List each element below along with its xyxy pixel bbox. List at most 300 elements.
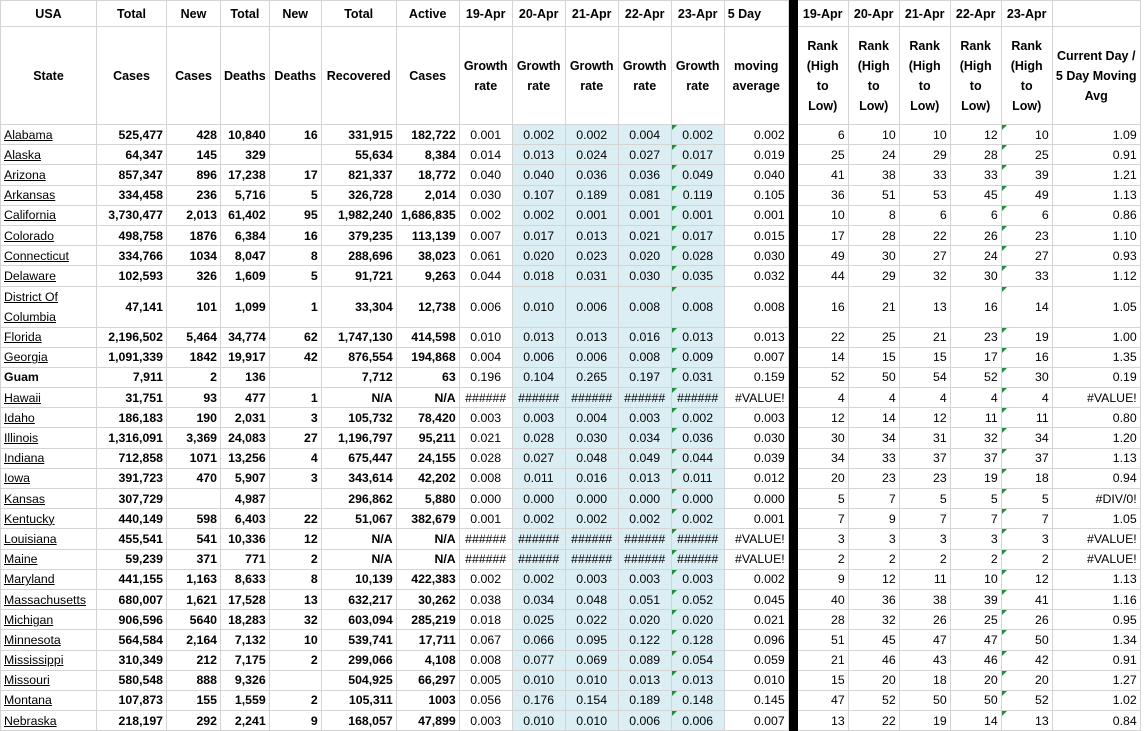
stat-cell[interactable]: 331,915 [321,125,396,145]
moving-average-cell[interactable]: 0.096 [724,630,788,650]
state-name-cell[interactable]: District Of Columbia [1,286,97,327]
growth-rate-cell[interactable]: 0.004 [459,347,512,367]
stat-cell[interactable]: 3,369 [167,428,221,448]
rank-cell[interactable]: 26 [1001,610,1052,630]
stat-cell[interactable]: 17 [269,165,321,185]
growth-rate-cell[interactable]: 0.002 [671,509,724,529]
rank-cell[interactable]: 7 [1001,509,1052,529]
stat-cell[interactable]: 2 [167,367,221,387]
stat-cell[interactable]: 10,336 [221,529,270,549]
state-name-cell[interactable]: Nebraska [1,711,97,731]
rank-cell[interactable]: 11 [899,569,950,589]
stat-cell[interactable]: 7,175 [221,650,270,670]
growth-rate-cell[interactable]: 0.000 [459,489,512,509]
rank-cell[interactable]: 3 [848,529,899,549]
growth-rate-cell[interactable]: 0.025 [512,610,565,630]
growth-rate-cell[interactable]: 0.017 [512,225,565,245]
header-cell[interactable]: Active [396,1,459,27]
growth-rate-cell[interactable]: 0.006 [671,711,724,731]
growth-rate-cell[interactable]: 0.009 [671,347,724,367]
stat-cell[interactable]: 9,326 [221,670,270,690]
rank-cell[interactable]: 6 [797,125,848,145]
rank-cell[interactable]: 33 [899,165,950,185]
header-cell[interactable]: 19-Apr [797,1,848,27]
stat-cell[interactable]: 17,711 [396,630,459,650]
rank-cell[interactable]: 4 [797,388,848,408]
rank-cell[interactable]: 9 [848,509,899,529]
rank-cell[interactable]: 2 [950,549,1001,569]
rank-cell[interactable]: 51 [848,185,899,205]
growth-rate-cell[interactable]: 0.020 [512,246,565,266]
stat-cell[interactable]: 632,217 [321,589,396,609]
stat-cell[interactable]: 888 [167,670,221,690]
ratio-cell[interactable]: 0.86 [1052,205,1140,225]
rank-cell[interactable]: 11 [950,408,1001,428]
moving-average-cell[interactable]: 0.030 [724,428,788,448]
header-cell[interactable]: New [167,1,221,27]
rank-cell[interactable]: 18 [899,670,950,690]
stat-cell[interactable]: 876,554 [321,347,396,367]
stat-cell[interactable]: 13 [269,589,321,609]
stat-cell[interactable]: 7,911 [97,367,167,387]
growth-rate-cell[interactable]: ###### [459,529,512,549]
stat-cell[interactable]: 896 [167,165,221,185]
growth-rate-cell[interactable]: 0.197 [618,367,671,387]
growth-rate-cell[interactable]: 0.002 [512,509,565,529]
stat-cell[interactable]: 10,840 [221,125,270,145]
growth-rate-cell[interactable]: 0.122 [618,630,671,650]
growth-rate-cell[interactable]: 0.104 [512,367,565,387]
stat-cell[interactable]: 379,235 [321,225,396,245]
rank-cell[interactable]: 30 [797,428,848,448]
growth-rate-cell[interactable]: ###### [671,529,724,549]
state-name-cell[interactable]: Maine [1,549,97,569]
growth-rate-cell[interactable]: 0.008 [459,650,512,670]
growth-rate-cell[interactable]: 0.002 [459,205,512,225]
rank-cell[interactable]: 26 [950,225,1001,245]
moving-average-cell[interactable]: 0.019 [724,145,788,165]
growth-rate-cell[interactable]: 0.049 [671,165,724,185]
moving-average-cell[interactable]: 0.013 [724,327,788,347]
header-cell[interactable] [1052,1,1140,27]
stat-cell[interactable]: 66,297 [396,670,459,690]
moving-average-cell[interactable]: 0.105 [724,185,788,205]
stat-cell[interactable]: 821,337 [321,165,396,185]
rank-cell[interactable]: 31 [899,428,950,448]
growth-rate-cell[interactable]: 0.013 [512,145,565,165]
rank-cell[interactable]: 19 [1001,327,1052,347]
growth-rate-cell[interactable]: 0.044 [459,266,512,286]
stat-cell[interactable]: 292 [167,711,221,731]
stat-cell[interactable]: 18,283 [221,610,270,630]
growth-rate-cell[interactable]: 0.030 [565,428,618,448]
rank-cell[interactable]: 15 [899,347,950,367]
rank-cell[interactable]: 7 [848,489,899,509]
moving-average-cell[interactable]: 0.001 [724,205,788,225]
stat-cell[interactable]: 186,183 [97,408,167,428]
stat-cell[interactable]: N/A [396,388,459,408]
column-header[interactable]: State [1,27,97,125]
stat-cell[interactable]: 680,007 [97,589,167,609]
stat-cell[interactable]: 8 [269,246,321,266]
stat-cell[interactable]: 675,447 [321,448,396,468]
column-header[interactable]: Deaths [221,27,270,125]
ratio-cell[interactable]: 1.27 [1052,670,1140,690]
growth-rate-cell[interactable]: 0.021 [459,428,512,448]
stat-cell[interactable]: 47,899 [396,711,459,731]
growth-rate-cell[interactable]: 0.011 [671,468,724,488]
stat-cell[interactable]: 30,262 [396,589,459,609]
state-name-cell[interactable]: Florida [1,327,97,347]
stat-cell[interactable]: 414,598 [396,327,459,347]
ratio-cell[interactable]: 1.02 [1052,690,1140,710]
stat-cell[interactable]: 2,013 [167,205,221,225]
stat-cell[interactable]: 5,880 [396,489,459,509]
rank-cell[interactable]: 30 [950,266,1001,286]
growth-rate-cell[interactable]: 0.004 [618,125,671,145]
state-name-cell[interactable]: Indiana [1,448,97,468]
growth-rate-cell[interactable]: ###### [459,549,512,569]
ratio-cell[interactable]: 1.13 [1052,448,1140,468]
ratio-cell[interactable]: 1.21 [1052,165,1140,185]
stat-cell[interactable]: 598 [167,509,221,529]
moving-average-cell[interactable]: 0.015 [724,225,788,245]
stat-cell[interactable]: 59,239 [97,549,167,569]
stat-cell[interactable]: 422,383 [396,569,459,589]
growth-rate-cell[interactable]: 0.030 [618,266,671,286]
growth-rate-cell[interactable]: 0.010 [512,670,565,690]
stat-cell[interactable]: N/A [321,529,396,549]
rank-cell[interactable]: 12 [797,408,848,428]
rank-cell[interactable]: 30 [848,246,899,266]
moving-average-cell[interactable]: 0.001 [724,509,788,529]
growth-rate-cell[interactable]: 0.089 [618,650,671,670]
ratio-cell[interactable]: 1.09 [1052,125,1140,145]
stat-cell[interactable]: 504,925 [321,670,396,690]
rank-cell[interactable]: 6 [950,205,1001,225]
growth-rate-cell[interactable]: 0.016 [565,468,618,488]
rank-cell[interactable]: 25 [848,327,899,347]
growth-rate-cell[interactable]: 0.010 [512,711,565,731]
growth-rate-cell[interactable]: 0.023 [565,246,618,266]
rank-cell[interactable]: 21 [899,327,950,347]
ratio-cell[interactable]: 0.91 [1052,145,1140,165]
ratio-cell[interactable]: #VALUE! [1052,549,1140,569]
rank-cell[interactable]: 12 [1001,569,1052,589]
ratio-cell[interactable]: 1.13 [1052,569,1140,589]
growth-rate-cell[interactable]: 0.017 [671,225,724,245]
header-cell[interactable]: 21-Apr [565,1,618,27]
header-cell[interactable]: 20-Apr [848,1,899,27]
stat-cell[interactable]: 63 [396,367,459,387]
header-cell[interactable]: 22-Apr [618,1,671,27]
growth-rate-cell[interactable]: 0.010 [565,670,618,690]
rank-cell[interactable]: 5 [1001,489,1052,509]
growth-rate-cell[interactable]: 0.031 [671,367,724,387]
stat-cell[interactable]: 6,403 [221,509,270,529]
moving-average-cell[interactable]: 0.000 [724,489,788,509]
moving-average-cell[interactable]: 0.039 [724,448,788,468]
moving-average-cell[interactable]: 0.145 [724,690,788,710]
rank-cell[interactable]: 10 [848,125,899,145]
ratio-cell[interactable]: #VALUE! [1052,388,1140,408]
growth-rate-cell[interactable]: 0.000 [671,489,724,509]
growth-rate-cell[interactable]: 0.000 [618,489,671,509]
rank-cell[interactable]: 32 [950,428,1001,448]
stat-cell[interactable]: 1,196,797 [321,428,396,448]
growth-rate-cell[interactable]: 0.008 [671,286,724,327]
stat-cell[interactable]: 182,722 [396,125,459,145]
stat-cell[interactable]: 5,716 [221,185,270,205]
stat-cell[interactable]: 218,197 [97,711,167,731]
growth-rate-cell[interactable]: 0.013 [671,670,724,690]
rank-cell[interactable]: 20 [950,670,1001,690]
growth-rate-cell[interactable]: 0.128 [671,630,724,650]
header-cell[interactable]: USA [1,1,97,27]
stat-cell[interactable]: 334,766 [97,246,167,266]
growth-rate-cell[interactable]: 0.002 [618,509,671,529]
state-name-cell[interactable]: Minnesota [1,630,97,650]
rank-cell[interactable]: 2 [848,549,899,569]
growth-rate-cell[interactable]: 0.036 [671,428,724,448]
stat-cell[interactable]: 539,741 [321,630,396,650]
stat-cell[interactable]: 51,067 [321,509,396,529]
column-header[interactable]: Deaths [269,27,321,125]
stat-cell[interactable]: 455,541 [97,529,167,549]
rank-cell[interactable]: 11 [1001,408,1052,428]
stat-cell[interactable]: 299,066 [321,650,396,670]
rank-cell[interactable]: 17 [797,225,848,245]
state-name-cell[interactable]: Missouri [1,670,97,690]
rank-cell[interactable]: 14 [797,347,848,367]
column-header[interactable]: Rank (High to Low) [950,27,1001,125]
rank-cell[interactable]: 47 [899,630,950,650]
moving-average-cell[interactable]: 0.010 [724,670,788,690]
growth-rate-cell[interactable]: 0.011 [512,468,565,488]
stat-cell[interactable]: 1842 [167,347,221,367]
growth-rate-cell[interactable]: 0.066 [512,630,565,650]
ratio-cell[interactable]: 1.16 [1052,589,1140,609]
growth-rate-cell[interactable]: 0.020 [618,610,671,630]
rank-cell[interactable]: 10 [950,569,1001,589]
rank-cell[interactable]: 39 [1001,165,1052,185]
stat-cell[interactable]: 10,139 [321,569,396,589]
rank-cell[interactable]: 8 [848,205,899,225]
rank-cell[interactable]: 2 [1001,549,1052,569]
stat-cell[interactable]: 1071 [167,448,221,468]
rank-cell[interactable]: 41 [1001,589,1052,609]
growth-rate-cell[interactable]: 0.030 [459,185,512,205]
stat-cell[interactable]: 136 [221,367,270,387]
stat-cell[interactable]: 603,094 [321,610,396,630]
growth-rate-cell[interactable]: 0.002 [565,509,618,529]
state-name-cell[interactable]: Kentucky [1,509,97,529]
growth-rate-cell[interactable]: 0.028 [512,428,565,448]
stat-cell[interactable]: 1,163 [167,569,221,589]
rank-cell[interactable]: 37 [1001,448,1052,468]
growth-rate-cell[interactable]: ###### [459,388,512,408]
stat-cell[interactable]: 7,132 [221,630,270,650]
stat-cell[interactable]: 4,108 [396,650,459,670]
stat-cell[interactable]: 13,256 [221,448,270,468]
rank-cell[interactable]: 40 [797,589,848,609]
rank-cell[interactable]: 3 [1001,529,1052,549]
growth-rate-cell[interactable]: 0.020 [618,246,671,266]
rank-cell[interactable]: 38 [848,165,899,185]
rank-cell[interactable]: 37 [899,448,950,468]
stat-cell[interactable]: 93 [167,388,221,408]
rank-cell[interactable]: 25 [950,610,1001,630]
growth-rate-cell[interactable]: 0.052 [671,589,724,609]
stat-cell[interactable]: 2,014 [396,185,459,205]
growth-rate-cell[interactable]: 0.013 [671,327,724,347]
rank-cell[interactable]: 41 [797,165,848,185]
column-header[interactable]: Rank (High to Low) [848,27,899,125]
stat-cell[interactable]: 3 [269,468,321,488]
stat-cell[interactable]: 38,023 [396,246,459,266]
stat-cell[interactable]: 8,047 [221,246,270,266]
stat-cell[interactable]: 391,723 [97,468,167,488]
stat-cell[interactable]: 329 [221,145,270,165]
column-header[interactable]: Rank (High to Low) [797,27,848,125]
state-name-cell[interactable]: Colorado [1,225,97,245]
stat-cell[interactable]: 190 [167,408,221,428]
stat-cell[interactable]: 288,696 [321,246,396,266]
stat-cell[interactable]: 906,596 [97,610,167,630]
rank-cell[interactable]: 13 [797,711,848,731]
rank-cell[interactable]: 9 [797,569,848,589]
ratio-cell[interactable]: 1.00 [1052,327,1140,347]
stat-cell[interactable]: 2,031 [221,408,270,428]
rank-cell[interactable]: 5 [899,489,950,509]
stat-cell[interactable]: 285,219 [396,610,459,630]
state-name-cell[interactable]: Delaware [1,266,97,286]
growth-rate-cell[interactable]: 0.021 [618,225,671,245]
rank-cell[interactable]: 46 [848,650,899,670]
growth-rate-cell[interactable]: 0.054 [671,650,724,670]
column-header[interactable]: Growth rate [618,27,671,125]
stat-cell[interactable]: 212 [167,650,221,670]
stat-cell[interactable]: 33,304 [321,286,396,327]
stat-cell[interactable]: 2 [269,549,321,569]
stat-cell[interactable]: 1,686,835 [396,205,459,225]
stat-cell[interactable]: 296,862 [321,489,396,509]
growth-rate-cell[interactable]: 0.001 [565,205,618,225]
growth-rate-cell[interactable]: 0.196 [459,367,512,387]
state-name-cell[interactable]: Mississippi [1,650,97,670]
ratio-cell[interactable]: 0.93 [1052,246,1140,266]
growth-rate-cell[interactable]: 0.081 [618,185,671,205]
stat-cell[interactable]: 1,316,091 [97,428,167,448]
stat-cell[interactable]: 31,751 [97,388,167,408]
ratio-cell[interactable]: 0.80 [1052,408,1140,428]
rank-cell[interactable]: 4 [848,388,899,408]
stat-cell[interactable]: 1 [269,388,321,408]
rank-cell[interactable]: 45 [848,630,899,650]
ratio-cell[interactable]: 1.12 [1052,266,1140,286]
stat-cell[interactable]: 2,241 [221,711,270,731]
growth-rate-cell[interactable]: 0.002 [671,408,724,428]
state-name-cell[interactable]: Kansas [1,489,97,509]
stat-cell[interactable]: 6,384 [221,225,270,245]
state-name-cell[interactable]: Illinois [1,428,97,448]
column-header[interactable]: Cases [97,27,167,125]
stat-cell[interactable]: 4,987 [221,489,270,509]
growth-rate-cell[interactable]: 0.048 [565,589,618,609]
stat-cell[interactable]: 95 [269,205,321,225]
rank-cell[interactable]: 32 [899,266,950,286]
stat-cell[interactable]: 2 [269,690,321,710]
header-cell[interactable]: 20-Apr [512,1,565,27]
moving-average-cell[interactable]: 0.007 [724,711,788,731]
state-name-cell[interactable]: Arkansas [1,185,97,205]
stat-cell[interactable]: 326,728 [321,185,396,205]
moving-average-cell[interactable]: 0.059 [724,650,788,670]
growth-rate-cell[interactable]: 0.189 [565,185,618,205]
rank-cell[interactable]: 38 [899,589,950,609]
growth-rate-cell[interactable]: 0.003 [459,711,512,731]
rank-cell[interactable]: 10 [899,125,950,145]
moving-average-cell[interactable]: 0.159 [724,367,788,387]
state-name-cell[interactable]: Maryland [1,569,97,589]
rank-cell[interactable]: 23 [848,468,899,488]
stat-cell[interactable]: 16 [269,125,321,145]
moving-average-cell[interactable]: 0.007 [724,347,788,367]
state-name-cell[interactable]: Connecticut [1,246,97,266]
stat-cell[interactable]: 1,559 [221,690,270,710]
ratio-cell[interactable]: 0.84 [1052,711,1140,731]
growth-rate-cell[interactable]: 0.001 [459,509,512,529]
stat-cell[interactable]: 1034 [167,246,221,266]
stat-cell[interactable]: 382,679 [396,509,459,529]
growth-rate-cell[interactable]: ###### [618,529,671,549]
ratio-cell[interactable]: 0.19 [1052,367,1140,387]
rank-cell[interactable]: 19 [899,711,950,731]
growth-rate-cell[interactable]: 0.018 [512,266,565,286]
state-name-cell[interactable]: Michigan [1,610,97,630]
moving-average-cell[interactable]: 0.045 [724,589,788,609]
rank-cell[interactable]: 52 [950,367,1001,387]
growth-rate-cell[interactable]: 0.020 [671,610,724,630]
stat-cell[interactable]: 12 [269,529,321,549]
rank-cell[interactable]: 49 [797,246,848,266]
ratio-cell[interactable]: 1.35 [1052,347,1140,367]
growth-rate-cell[interactable]: 0.031 [565,266,618,286]
growth-rate-cell[interactable]: ###### [671,388,724,408]
growth-rate-cell[interactable]: 0.018 [459,610,512,630]
growth-rate-cell[interactable]: 0.148 [671,690,724,710]
growth-rate-cell[interactable]: 0.061 [459,246,512,266]
stat-cell[interactable] [269,670,321,690]
growth-rate-cell[interactable]: 0.010 [512,286,565,327]
rank-cell[interactable]: 39 [950,589,1001,609]
ratio-cell[interactable]: 1.05 [1052,286,1140,327]
stat-cell[interactable]: 194,868 [396,347,459,367]
rank-cell[interactable]: 50 [899,690,950,710]
stat-cell[interactable]: 1003 [396,690,459,710]
header-cell[interactable]: 19-Apr [459,1,512,27]
rank-cell[interactable]: 24 [848,145,899,165]
stat-cell[interactable]: 155 [167,690,221,710]
growth-rate-cell[interactable]: 0.001 [671,205,724,225]
ratio-cell[interactable]: #DIV/0! [1052,489,1140,509]
stat-cell[interactable]: 477 [221,388,270,408]
stat-cell[interactable]: 1 [269,286,321,327]
stat-cell[interactable]: 771 [221,549,270,569]
stat-cell[interactable]: 1,982,240 [321,205,396,225]
header-cell[interactable]: New [269,1,321,27]
header-cell[interactable]: 23-Apr [1001,1,1052,27]
